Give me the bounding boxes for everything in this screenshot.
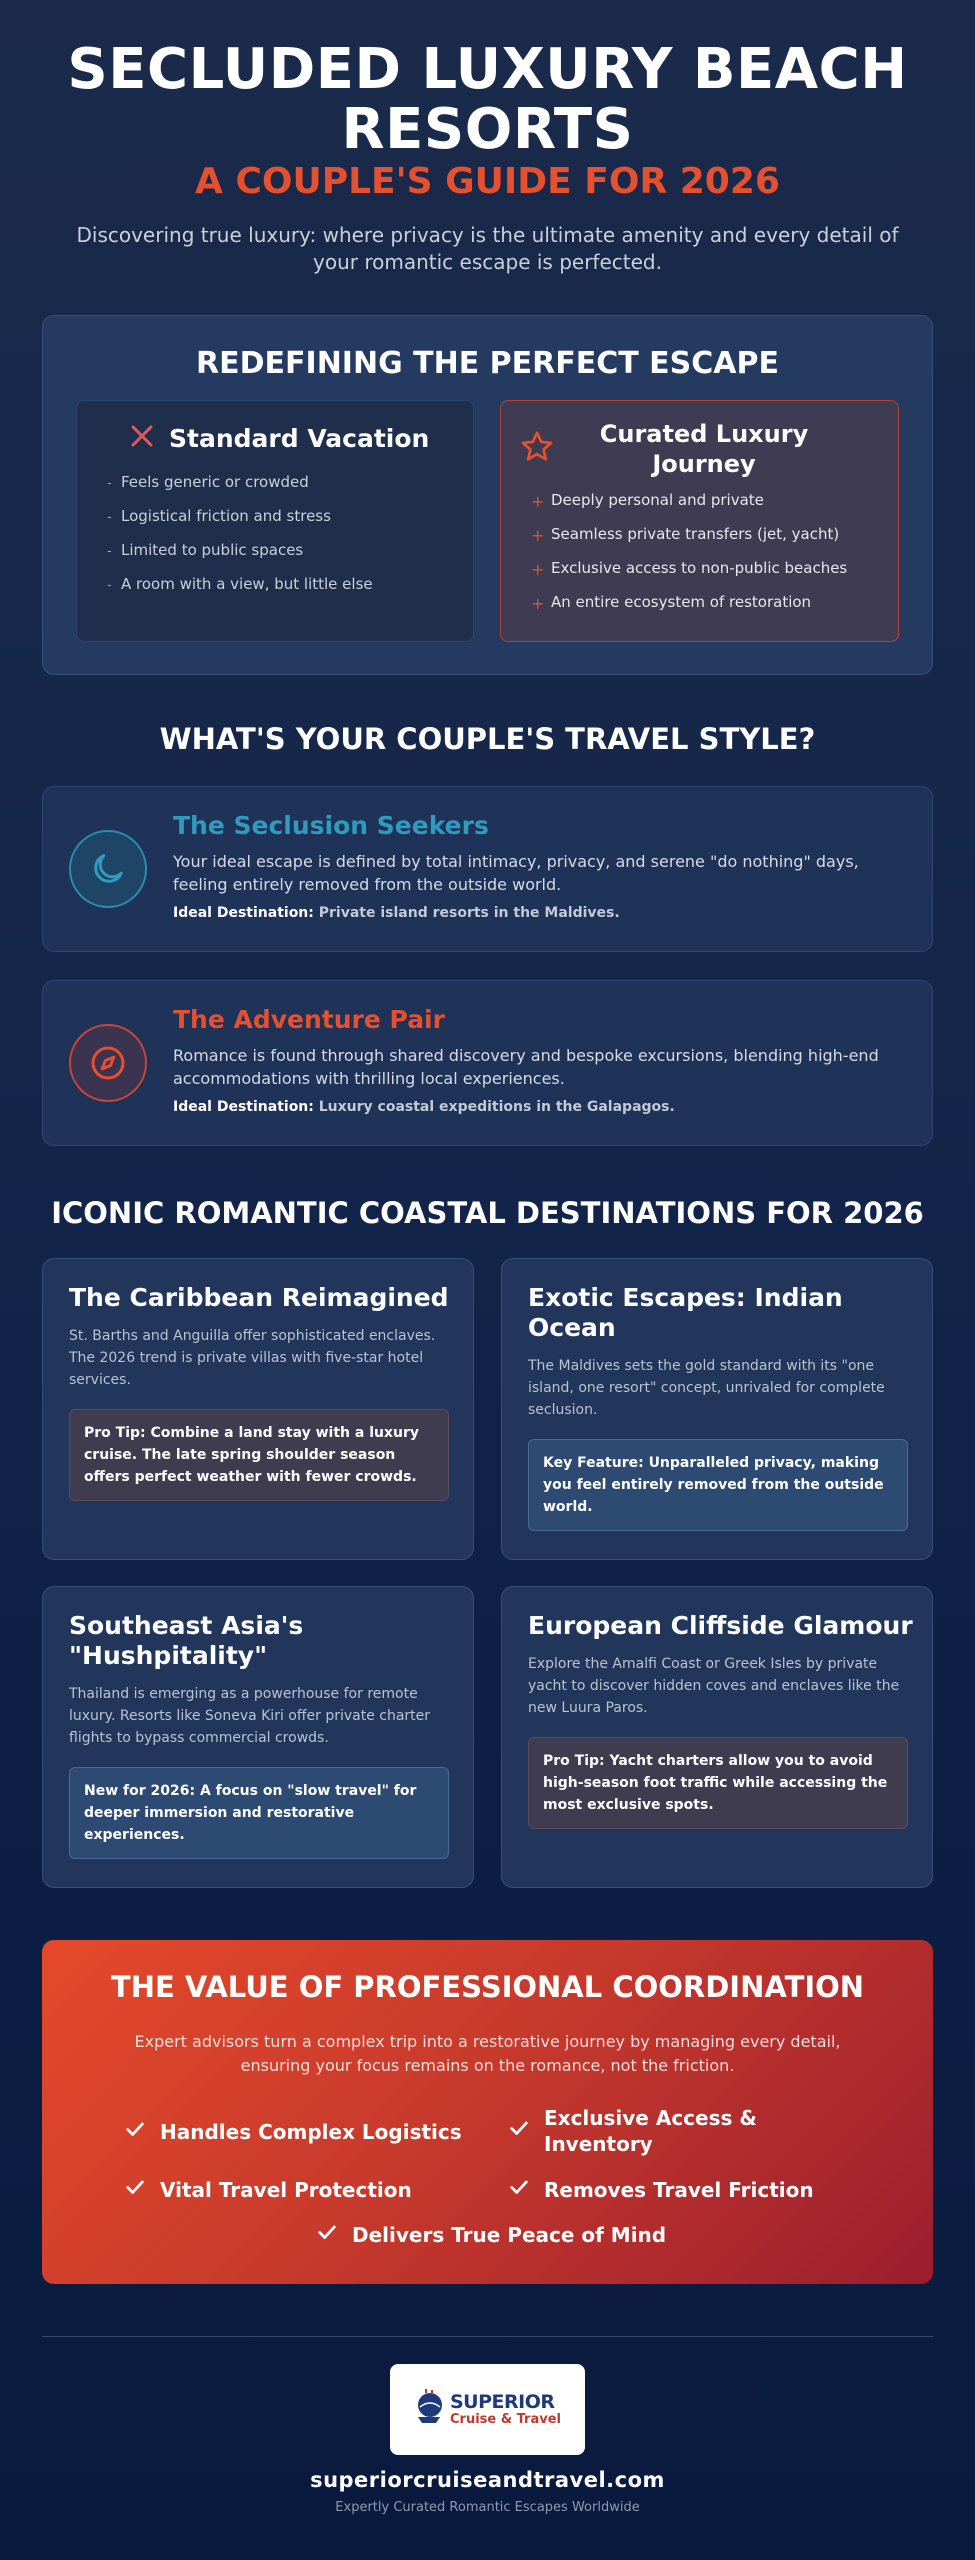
style-description: Your ideal escape is defined by total intimacy, privacy, and serene "do nothing" days, feeling entirely removed from the outside world.: [173, 852, 859, 894]
standard-vacation-list: [107, 473, 373, 609]
adventure-pair-card: [42, 980, 933, 1146]
destination-card-europe: [501, 1586, 933, 1888]
moon-icon: [69, 830, 147, 908]
list-item: + Seamless private transfers (jet, yacht): [531, 525, 840, 545]
check-icon: [124, 2176, 146, 2204]
list-item: - Feels generic or crowded: [107, 473, 309, 491]
value-item: Removes Travel Friction: [508, 2176, 814, 2204]
destination-title: Exotic Escapes: Indian Ocean: [528, 1283, 843, 1342]
compass-icon: [69, 1024, 147, 1102]
value-heading: THE VALUE OF PROFESSIONAL COORDINATION: [110, 1970, 865, 2004]
destination-title: The Caribbean Reimagined: [69, 1283, 449, 1312]
destination-card-indian-ocean: [501, 1258, 933, 1560]
value-panel: [42, 1940, 933, 2284]
star-icon: [519, 429, 555, 469]
footer-tagline: Expertly Curated Romantic Escapes Worldwide: [335, 2500, 640, 2515]
standard-vacation-title: Standard Vacation: [169, 423, 430, 453]
destination-title: Southeast Asia's "Hushpitality": [69, 1611, 304, 1670]
style-title: The Seclusion Seekers: [173, 811, 489, 840]
destination-description: Thailand is emerging as a powerhouse for remote luxury. Resorts like Soneva Kiri offer private charter flights to bypass commercial crowds.: [69, 1686, 431, 1746]
new-for-2026-box: New for 2026: A focus on "slow travel" for deeper immersion and restorative experiences.: [69, 1767, 449, 1859]
key-feature-box: Key Feature: Unparalleled privacy, making you feel entirely removed from the outside world.: [528, 1439, 908, 1531]
destination-description: Explore the Amalfi Coast or Greek Isles by private yacht to discover hidden coves and enclaves like the new Luura Paros.: [528, 1656, 900, 1716]
destination-description: The Maldives sets the gold standard with its "one island, one resort" concept, unrivaled for complete seclusion.: [528, 1358, 885, 1418]
list-item: - A room with a view, but little else: [107, 575, 373, 593]
list-item: - Limited to public spaces: [107, 541, 304, 559]
luxury-journey-list: [531, 491, 847, 627]
standard-vacation-card: [76, 400, 474, 642]
check-icon: [316, 2221, 338, 2249]
check-icon: [508, 2117, 530, 2145]
destination-card-southeast-asia: [42, 1586, 474, 1888]
ideal-destination: Ideal Destination: Private island resorts in the Maldives.: [173, 905, 620, 921]
logo-text: SUPERIOR: [450, 2390, 555, 2413]
footer-divider: [42, 2336, 933, 2337]
pro-tip-box: Pro Tip: Yacht charters allow you to avoid high-season foot traffic while accessing the most exclusive spots.: [528, 1737, 908, 1829]
company-logo: [390, 2364, 585, 2455]
website-link[interactable]: superiorcruiseandtravel.com: [310, 2468, 665, 2492]
x-icon: [129, 423, 155, 453]
logo-subtext: Cruise & Travel: [450, 2411, 561, 2427]
style-description: Romance is found through shared discovery and bespoke excursions, blending high-end accommodations with thrilling local experiences.: [173, 1046, 879, 1088]
page-title: SECLUDED LUXURY BEACH RESORTS: [67, 37, 908, 162]
value-description: Expert advisors turn a complex trip into a restorative journey by managing every detail, ensuring your focus remains on the romance, not the friction.: [134, 2032, 841, 2075]
escape-heading: REDEFINING THE PERFECT ESCAPE: [196, 346, 779, 381]
destination-title: European Cliffside Glamour: [528, 1611, 913, 1640]
globe-ship-icon: [414, 2387, 444, 2433]
value-item: Handles Complex Logistics: [124, 2118, 462, 2146]
luxury-journey-card: [500, 400, 899, 642]
value-item: Delivers True Peace of Mind: [316, 2221, 666, 2249]
luxury-journey-title: Curated Luxury Journey: [599, 420, 809, 478]
pro-tip-box: Pro Tip: Combine a land stay with a luxury cruise. The late spring shoulder season offers perfect weather with fewer crowds.: [69, 1409, 449, 1501]
value-item: Exclusive Access & Inventory: [508, 2105, 808, 2157]
travel-style-heading: WHAT'S YOUR COUPLE'S TRAVEL STYLE?: [159, 722, 816, 756]
check-icon: [508, 2176, 530, 2204]
destination-description: St. Barths and Anguilla offer sophisticated enclaves. The 2026 trend is private villas with five-star hotel services.: [69, 1328, 436, 1388]
intro-text: Discovering true luxury: where privacy is the ultimate amenity and every detail of your romantic escape is perfected.: [76, 223, 899, 274]
destinations-heading: ICONIC ROMANTIC COASTAL DESTINATIONS FOR 2026: [51, 1196, 924, 1230]
list-item: + An entire ecosystem of restoration: [531, 593, 812, 613]
style-title: The Adventure Pair: [173, 1005, 445, 1034]
destination-card-caribbean: [42, 1258, 474, 1560]
ideal-destination: Ideal Destination: Luxury coastal expeditions in the Galapagos.: [173, 1099, 675, 1115]
page-subtitle: A COUPLE'S GUIDE FOR 2026: [195, 161, 780, 202]
check-icon: [124, 2118, 146, 2146]
list-item: + Exclusive access to non-public beaches: [531, 559, 848, 579]
list-item: + Deeply personal and private: [531, 491, 764, 511]
list-item: - Logistical friction and stress: [107, 507, 331, 525]
seclusion-seekers-card: [42, 786, 933, 952]
value-item: Vital Travel Protection: [124, 2176, 412, 2204]
